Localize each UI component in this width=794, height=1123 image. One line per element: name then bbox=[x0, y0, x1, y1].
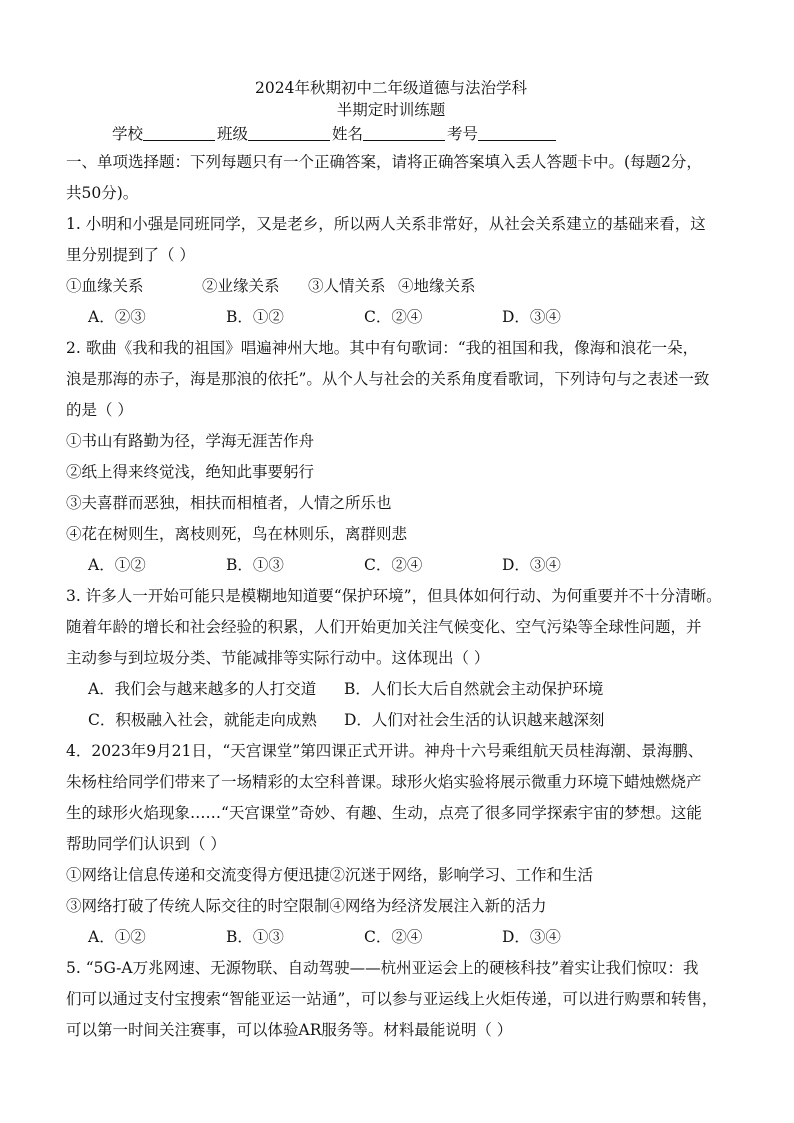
answer-options bbox=[66, 302, 716, 333]
question-2 bbox=[66, 333, 716, 581]
statement-item: ③夫喜群而恶独，相扶而相植者，人情之所乐也 bbox=[66, 494, 392, 512]
question-3 bbox=[66, 581, 722, 736]
question-1 bbox=[66, 209, 716, 333]
question-text: 的是（ ） bbox=[66, 401, 133, 419]
option-c[interactable]: C．②④ bbox=[364, 556, 423, 574]
statement-item: ④地缘关系 bbox=[398, 277, 476, 295]
school-field[interactable] bbox=[143, 124, 215, 141]
option-b[interactable]: B．人们长大后自然就会主动保护环境 bbox=[344, 680, 604, 698]
option-a[interactable]: A．②③ bbox=[88, 308, 146, 326]
question-text: 浪是那海的赤子，海是那浪的依托”。从个人与社会的关系角度看歌词，下列诗句与之表述一致 bbox=[66, 370, 710, 388]
answer-options bbox=[66, 705, 716, 736]
statement-item: ③人情关系 bbox=[308, 277, 386, 295]
option-c[interactable]: C．②④ bbox=[364, 308, 423, 326]
question-text: 1. 小明和小强是同班同学，又是老乡，所以两人关系非常好，从社会关系建立的基础来看，这 bbox=[66, 215, 706, 233]
answer-options bbox=[66, 922, 716, 953]
question-text: 3. 许多人一开始可能只是模糊地知道要“保护环境”，但具体如何行动、为何重要并不十分清晰。 bbox=[66, 587, 722, 605]
question-text: 们可以通过支付宝搜索“智能亚运一站通”，可以参与亚运线上火炬传递，可以进行购票和转售， bbox=[66, 990, 718, 1008]
class-field[interactable] bbox=[248, 124, 330, 141]
option-a[interactable]: A．①② bbox=[88, 556, 146, 574]
name-field[interactable] bbox=[363, 124, 445, 141]
statement-list bbox=[66, 271, 716, 302]
statement-item: ①书山有路勤为径，学海无涯苦作舟 bbox=[66, 432, 315, 450]
statement-item: ①网络让信息传递和交流变得方便迅捷②沉迷于网络，影响学习、工作和生活 bbox=[66, 866, 594, 884]
exam-no-label: 考号 bbox=[447, 125, 479, 143]
option-d[interactable]: D．③④ bbox=[502, 928, 561, 946]
question-text: 可以第一时间关注赛事，可以体验AR服务等。材料最能说明（ ） bbox=[66, 1021, 513, 1039]
statement-item: ③网络打破了传统人际交往的时空限制④网络为经济发展注入新的活力 bbox=[66, 897, 547, 915]
option-d[interactable]: D．③④ bbox=[502, 308, 561, 326]
statement-item: ②业缘关系 bbox=[202, 277, 280, 295]
option-b[interactable]: B．①② bbox=[226, 308, 284, 326]
question-text: 2. 歌曲《我和我的祖国》唱遍神州大地。其中有句歌词：“我的祖国和我，像海和浪花一朵， bbox=[66, 339, 699, 357]
section-instructions: 一、单项选择题：下列每题只有一个正确答案，请将正确答案填入丢人答题卡中。(每题2分， 共50分)。 bbox=[66, 153, 702, 202]
exam-no-field[interactable] bbox=[478, 124, 556, 141]
statement-item: ④花在树则生，离枝则死，鸟在林则乐，离群则悲 bbox=[66, 525, 408, 543]
name-label: 姓名 bbox=[332, 125, 364, 143]
option-a[interactable]: A．我们会与越来越多的人打交道 bbox=[88, 680, 317, 698]
question-text: 主动参与到垃圾分类、节能减排等实际行动中。这体现出（ ） bbox=[66, 649, 490, 667]
statement-item: ②纸上得来终觉浅，绝知此事要躬行 bbox=[66, 463, 315, 481]
option-b[interactable]: B．①③ bbox=[226, 556, 284, 574]
answer-options bbox=[66, 550, 716, 581]
school-label: 学校 bbox=[112, 125, 144, 143]
question-text: 里分别提到了（ ） bbox=[66, 246, 195, 264]
question-text: 朱杨柱给同学们带来了一场精彩的太空科普课。球形火焰实验将展示微重力环境下蜡烛燃烧产 bbox=[66, 773, 702, 791]
question-text: 4．2023年9月21日，“天宫课堂”第四课正式开讲。神舟十六号乘组航天员桂海潮、景海鹏、 bbox=[66, 742, 704, 760]
exam-title: 2024年秋期初中二年级道德与法治学科 bbox=[255, 79, 527, 97]
question-text: 随着年龄的增长和社会经验的积累，人们开始更加关注气候变化、空气污染等全球性问题，并 bbox=[66, 618, 702, 636]
answer-options bbox=[66, 674, 716, 705]
class-label: 班级 bbox=[217, 125, 249, 143]
student-info-row bbox=[66, 123, 716, 145]
option-d[interactable]: D．③④ bbox=[502, 556, 561, 574]
question-text: 生的球形火焰现象……“天宫课堂”奇妙、有趣、生动，点亮了很多同学探索宇宙的梦想。这能 bbox=[66, 804, 702, 822]
question-text: 帮助同学们认识到（ ） bbox=[66, 835, 226, 853]
question-5 bbox=[66, 953, 716, 1046]
option-c[interactable]: C．积极融入社会，就能走向成熟 bbox=[88, 711, 317, 729]
exam-subtitle: 半期定时训练题 bbox=[336, 101, 446, 119]
option-a[interactable]: A．①② bbox=[88, 928, 146, 946]
statement-item: ①血缘关系 bbox=[66, 277, 144, 295]
option-b[interactable]: B．①③ bbox=[226, 928, 284, 946]
question-text: 5. “5G-A万兆网速、无源物联、自动驾驶——杭州亚运会上的硬核科技”着实让我们惊叹：我 bbox=[66, 959, 699, 977]
option-d[interactable]: D．人们对社会生活的认识越来越深刻 bbox=[344, 711, 605, 729]
question-4 bbox=[66, 736, 716, 953]
option-c[interactable]: C．②④ bbox=[364, 928, 423, 946]
